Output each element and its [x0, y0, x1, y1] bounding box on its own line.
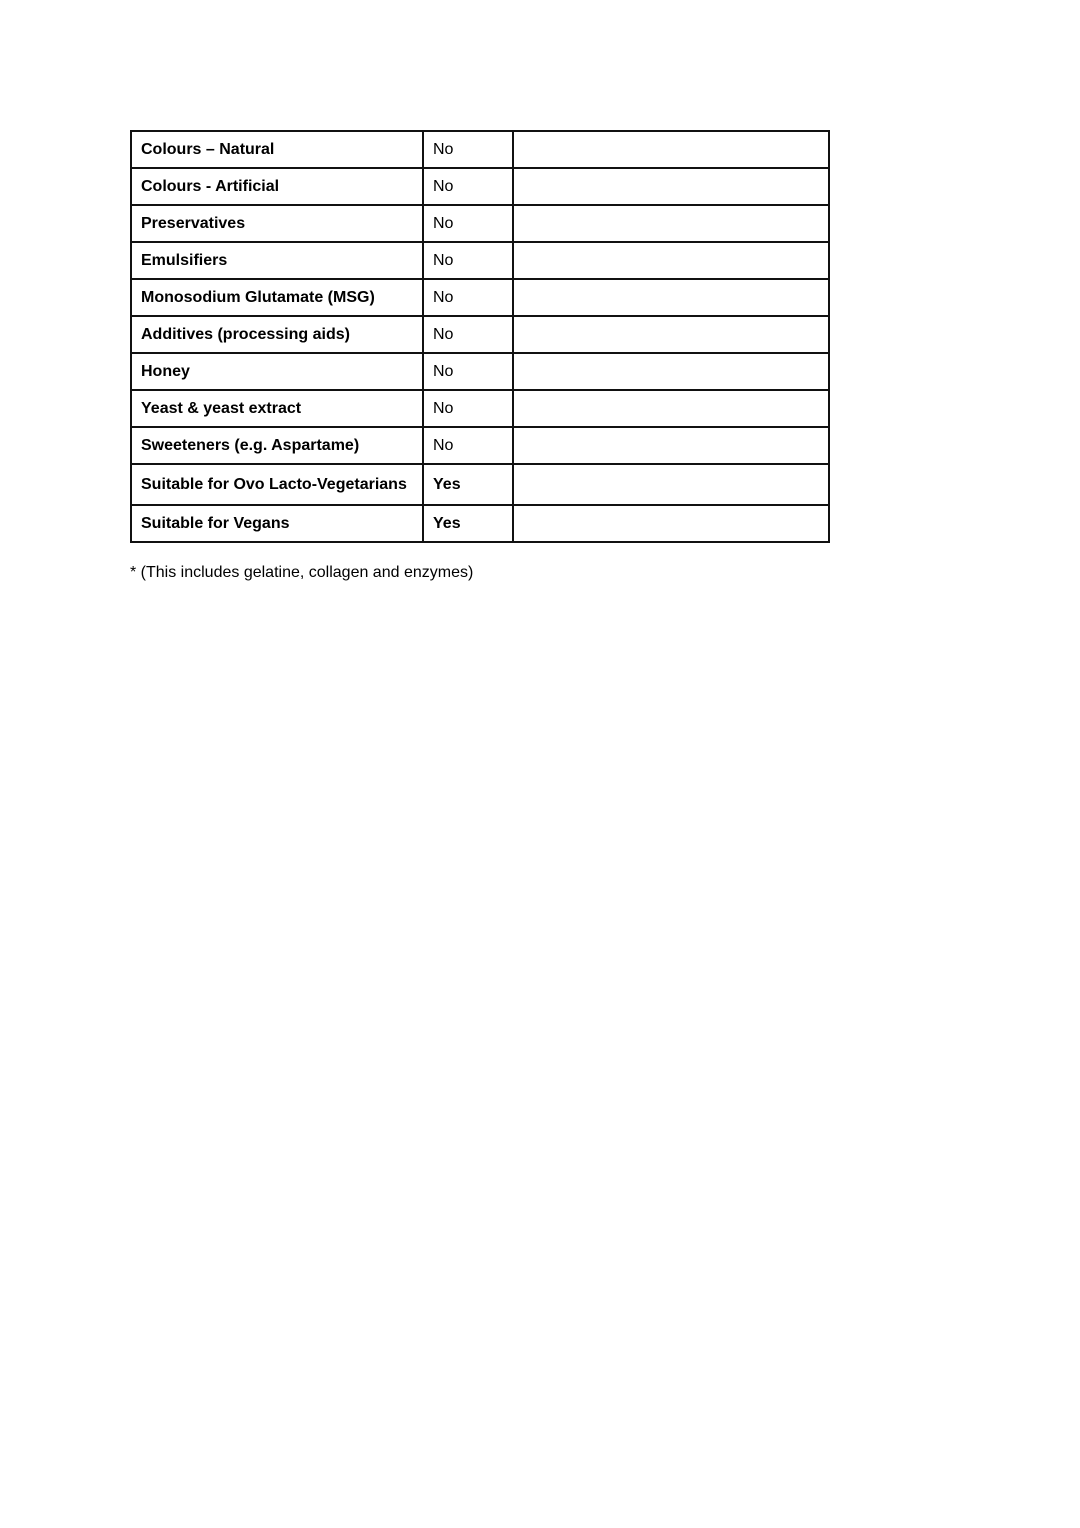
row-label: Suitable for Ovo Lacto-Vegetarians [131, 464, 423, 505]
row-label: Monosodium Glutamate (MSG) [131, 279, 423, 316]
table-row [131, 242, 829, 279]
row-note [513, 279, 829, 316]
row-label: Preservatives [131, 205, 423, 242]
table-row [131, 131, 829, 168]
row-note [513, 168, 829, 205]
row-value: No [423, 279, 513, 316]
table-row [131, 316, 829, 353]
row-note [513, 131, 829, 168]
footnote: * (This includes gelatine, collagen and enzymes) [130, 564, 474, 581]
row-value: No [423, 390, 513, 427]
row-value: No [423, 242, 513, 279]
row-note [513, 242, 829, 279]
table-row [131, 390, 829, 427]
row-note [513, 390, 829, 427]
row-label: Yeast & yeast extract [131, 390, 423, 427]
row-label: Emulsifiers [131, 242, 423, 279]
row-label: Suitable for Vegans [131, 505, 423, 542]
row-value: No [423, 205, 513, 242]
row-note [513, 316, 829, 353]
table-row [131, 353, 829, 390]
table-row [131, 427, 829, 464]
table-row [131, 464, 829, 505]
row-label: Colours - Artificial [131, 168, 423, 205]
table-row [131, 505, 829, 542]
row-value: No [423, 353, 513, 390]
table-row [131, 168, 829, 205]
row-note [513, 464, 829, 505]
row-label: Colours – Natural [131, 131, 423, 168]
row-note [513, 427, 829, 464]
row-note [513, 353, 829, 390]
row-label: Additives (processing aids) [131, 316, 423, 353]
row-note [513, 505, 829, 542]
table-row [131, 279, 829, 316]
row-value: No [423, 427, 513, 464]
row-value: No [423, 168, 513, 205]
ingredient-spec-table [130, 130, 830, 543]
row-value: No [423, 316, 513, 353]
row-label: Sweeteners (e.g. Aspartame) [131, 427, 423, 464]
row-value: No [423, 131, 513, 168]
row-label: Honey [131, 353, 423, 390]
row-value: Yes [423, 464, 513, 505]
table-row [131, 205, 829, 242]
row-note [513, 205, 829, 242]
row-value: Yes [423, 505, 513, 542]
